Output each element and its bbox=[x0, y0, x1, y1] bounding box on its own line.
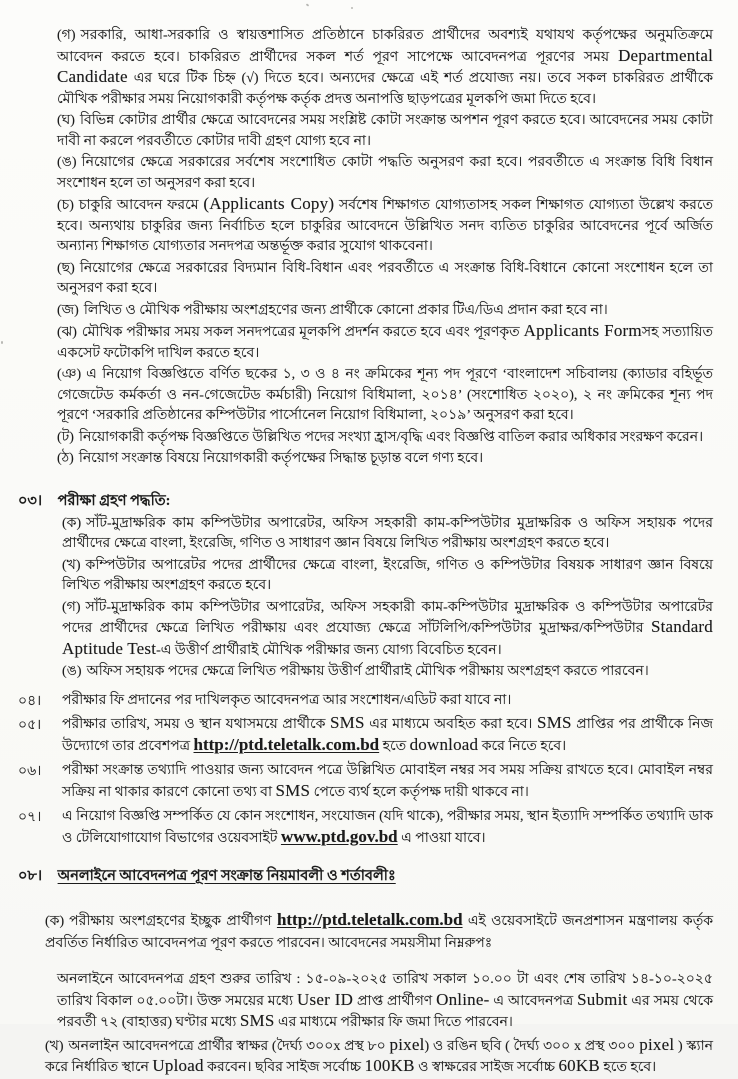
item-marker: (গ) bbox=[57, 28, 76, 43]
text-run: কম্পিউটার অপারেটর পদের প্রার্থীদের ক্ষেত্রে বাংলা, ইংরেজি, গণিত ও কম্পিউটার বিষয়ক সাধারণ জ্ঞান বিষয়ে লিখিত পরীক্ষায় অংশগ্রহণ করতে হবে। bbox=[62, 557, 713, 593]
text-run: চাকুরি আবেদন ফরমে bbox=[78, 198, 204, 213]
latin-text-run: pixel bbox=[389, 1034, 425, 1054]
latin-text-run: Standard Aptitude Test bbox=[62, 617, 713, 658]
section-exam-method bbox=[0, 491, 738, 683]
item-marker: (খ) bbox=[45, 1038, 64, 1054]
text-run: এর মাধ্যমে অবহিত করা হবে। bbox=[364, 717, 538, 732]
text-run: এ নিয়োগ বিজ্ঞপ্তিতে বর্ণিত ছকের ১, ৩ ও ৪ নং ক্রমিকের শূন্য পদ পূরণে ‘বাংলাদেশ সচিবালয় (ক্যাডার বহির্ভূত গেজেটেড কর্মকর্তা ও নন-গেজেটেড কর্মচারী) নিয়োগ বিধিমালা, ২০১৪’ (সংশোধিত ২০২০), ২ নং ক্রমিকের শূন্য পদ পূরণে ‘সরকারি প্রতিষ্ঠানের কম্পিউটার পার্সোনেল নিয়োগ বিধিমালা, ২০১৯’ অনুসরণ করা হবে। bbox=[57, 367, 713, 423]
text-run: হতে হবে। bbox=[599, 1060, 657, 1075]
clause-item bbox=[57, 195, 713, 258]
item-marker: (ট) bbox=[57, 429, 74, 445]
text-run: পরীক্ষার ফি প্রদানের পর দাখিলকৃত আবেদনপত্র আর সংশোধন/এডিট করা যাবে না। bbox=[62, 692, 512, 708]
latin-text-run: (Applicants Copy) bbox=[203, 194, 335, 213]
text-run: অনলাইন আবেদনপত্রে প্রার্থীর স্বাক্ষর (দৈর্ঘ্য ৩০০x প্রস্থ ৮০ bbox=[68, 1038, 390, 1054]
section-title: পরীক্ষা গ্রহণ পদ্ধতি: bbox=[57, 492, 171, 509]
text-run: পরীক্ষায় অংশগ্রহণের ইচ্ছুক প্রার্থীগণ bbox=[69, 914, 277, 929]
text-run: ) ও রঙিন ছবি ( দৈর্ঘ্য ৩০০ x প্রস্থ ৩০০ bbox=[424, 1038, 640, 1054]
clause-list-section bbox=[57, 26, 713, 470]
text-run: এ নিয়োগ বিজ্ঞপ্তি সম্পর্কিত যে কোন সংশোধন, সংযোজন (যদি থাকে), পরীক্ষার সময়, স্থান ইত্যাদি সম্পর্কিত তথ্যাদি ডাক ও টেলিযোগাযোগ বিভাগের ওয়েবসাইট bbox=[62, 809, 713, 846]
general-rules-list bbox=[18, 690, 714, 850]
latin-text-run: Upload bbox=[152, 1056, 204, 1075]
clause-item bbox=[57, 322, 713, 364]
latin-text-run: Online- bbox=[436, 989, 490, 1009]
clause-item bbox=[57, 26, 713, 110]
clause-item bbox=[57, 301, 713, 322]
text-run: এর ঘরে টিক চিহ্ন (√) দিতে হবে। অন্যদের ক্ষেত্রে এই শর্ত প্রযোজ্য নয়। তবে সকল চাকরিরত প্রার্থীকে মৌখিক পরীক্ষার সময় নিয়োগকারী কর্তৃপক্ষ কর্তৃক প্রদত্ত অনাপত্তি ছাড়পত্রের মূলকপি জমা দিতে হবে। bbox=[57, 71, 713, 107]
numbered-rule bbox=[18, 690, 713, 712]
text-run: বিভিন্ন কোটার প্রার্থীর ক্ষেত্রে আবেদনের সময় সংশ্লিষ্ট কোটা সংক্রান্ত অপশন পূরণ করতে হবে। আবেদনের সময় কোটা দাবী না করলে পরবর্তীতে কোটার দাবী গ্রহণ যোগ্য হবে না। bbox=[57, 113, 713, 149]
online-clause-kha bbox=[45, 1036, 713, 1079]
latin-text-run: pixel bbox=[639, 1034, 675, 1054]
section-heading bbox=[18, 866, 713, 886]
exam-method-item bbox=[62, 598, 713, 662]
text-run: অনলাইনে আবেদনপত্র গ্রহণ শুরুর তারিখ : ১৫-০৯-২০২৫ তারিখ সকাল ১০.০০ টা এবং শেষ তারিখ ১৪-১০-২০২৫ তারিখ বিকাল ০৫.০০টা। উক্ত সময়ের মধ্যে bbox=[57, 972, 713, 1009]
clause-item bbox=[57, 365, 713, 427]
text-run: এ আবেদনপত্র bbox=[489, 993, 578, 1009]
item-number: ০৫। bbox=[18, 718, 42, 733]
latin-text-run: 60KB bbox=[558, 1056, 600, 1075]
scan-artifact bbox=[306, 3, 310, 6]
latin-text-run: 100KB bbox=[364, 1056, 415, 1075]
item-marker: (ক) bbox=[45, 914, 65, 929]
section-online-application bbox=[0, 866, 738, 1079]
schedule-paragraph bbox=[57, 969, 713, 1034]
item-marker: (ঘ) bbox=[57, 113, 75, 128]
latin-text-run: Departmental Candidate bbox=[57, 45, 713, 86]
text-run: করে নিতে হবে। bbox=[478, 738, 567, 754]
item-marker: (ঞ) bbox=[57, 367, 82, 382]
exam-method-item bbox=[62, 556, 713, 597]
text-run: এর মাধ্যমে পরীক্ষার ফি জমা দিতে পারবেন। bbox=[274, 1015, 513, 1030]
exam-method-items bbox=[62, 514, 713, 683]
latin-text-run: SMS bbox=[330, 713, 365, 732]
item-marker: (গ) bbox=[62, 599, 81, 615]
text-run: হতে bbox=[379, 738, 410, 754]
text-run: ) স্ক্যান করে নির্ধারিত স্থানে bbox=[45, 1038, 713, 1075]
text-run: পরীক্ষার তারিখ, সময় ও স্থান যথাসময়ে প্রার্থীকে bbox=[62, 717, 331, 732]
text-run: নিয়োগের ক্ষেত্রে সরকারের বিদ্যমান বিধি-বিধান এবং পরবর্তীতে এ সংক্রান্ত বিধি-বিধানে কোনো সংশোধন হলে তা অনুসরণ করা হবে। bbox=[57, 260, 713, 296]
section-number: ০৮। bbox=[18, 868, 43, 884]
text-run: সর্বশেষ শিক্ষাগত যোগ্যতাসহ সকল শিক্ষাগত যোগ্যতা উল্লেখ করতে হবে। অন্যথায় চাকুরির জন্য নির্বাচিত হলে চাকুরির আবেদনে উল্লিখিত সনদ ব্যতিত চাকুরির আবেদনের পূর্বে অর্জিত অন্যান্য শিক্ষাগত যোগ্যতার সনদপত্র অন্তর্ভূক্ত করার সুযোগ থাকবেনা। bbox=[57, 198, 714, 254]
text-run: সরকারি, আধা-সরকারি ও স্বায়ত্তশাসিত প্রতিষ্ঠানে চাকরিরত প্রার্থীদের অবশ্যই যথাযথ কর্তৃপক্ষের অনুমতিক্রমে আবেদন করতে হবে। চাকরিরত প্রার্থীদের সকল শর্ত পূরণ সাপেক্ষে আবেদনপত্র পূরণের সময় bbox=[57, 28, 713, 65]
text-run: করবেন। ছবির সাইজ সর্বোচ্চ bbox=[203, 1060, 365, 1075]
section-title: অনলাইনে আবেদনপত্র পূরণ সংক্রান্ত নিয়মাবলী ও শর্তাবলীঃ bbox=[57, 868, 396, 884]
latin-text-run: Applicants Form bbox=[523, 321, 642, 340]
text-run: নিয়োগের ক্ষেত্রে সরকারের সর্বশেষ সংশোধিত কোটা পদ্ধতি অনুসরণ করা হবে। পরবর্তীতে এ সংক্রান্ত বিধি বিধান সংশোধন হলে তা অনুসরণ করা হবে। bbox=[57, 155, 713, 191]
latin-text-run: User ID bbox=[297, 989, 354, 1009]
online-rule-item bbox=[45, 1036, 713, 1079]
url-text: www.ptd.gov.bd bbox=[280, 826, 398, 846]
clause-item bbox=[57, 428, 713, 449]
text-run: মৌখিক পরীক্ষার সময় সকল সনদপত্রের মূলকপি প্রদর্শন করতে হবে এবং পূরণকৃত bbox=[81, 325, 524, 340]
section-heading bbox=[18, 491, 713, 511]
exam-method-item bbox=[62, 662, 713, 683]
text-run: প্রাপ্ত প্রার্থীগণ bbox=[353, 993, 437, 1009]
item-marker: (জ) bbox=[57, 302, 79, 318]
scan-artifact bbox=[1, 341, 3, 344]
text-run: -এ উত্তীর্ণ প্রার্থীরাই মৌখিক পরীক্ষার জন্য যোগ্য বিবেচিত হবেন। bbox=[156, 642, 502, 658]
text-run: সাঁট-মুদ্রাক্ষরিক কাম কম্পিউটার অপারেটর, অফিস সহকারী কাম-কম্পিউটার মুদ্রাক্ষরিক ও অফিস সহায়ক পদের প্রার্থীদের ক্ষেত্রে বাংলা, ইংরেজি, গণিত ও সাধারণ জ্ঞান বিষয়ে লিখিত পরীক্ষায় অংশগ্রহণ করতে হবে। bbox=[62, 515, 713, 551]
online-rule-item bbox=[45, 911, 713, 954]
exam-method-item bbox=[62, 514, 713, 555]
text-run: এ পাওয়া যাবে। bbox=[397, 830, 486, 846]
text-run: এর সময় থেকে পরবর্তী ৭২ (বাহাত্তর) ঘণ্টার মধ্যে bbox=[57, 993, 713, 1030]
text-run: প্রাপ্তির পর প্রার্থীকে নিজ উদ্যোগে তার প্রবেশপত্র bbox=[62, 717, 714, 754]
numbered-rule bbox=[18, 760, 713, 803]
application-schedule bbox=[57, 969, 713, 1034]
item-marker: (ছ) bbox=[57, 260, 75, 276]
text-run: পেতে ব্যর্থ হলে কর্তৃপক্ষ দায়ী থাকবে না। bbox=[310, 784, 529, 800]
latin-text-run: SMS bbox=[239, 1011, 275, 1030]
item-number: ০৪। bbox=[18, 693, 42, 709]
text-run: সহ সত্যায়িত একসেট ফটোকপি দাখিল করতে হবে। bbox=[57, 325, 714, 361]
url-text: http://ptd.teletalk.com.bd bbox=[193, 734, 380, 754]
url-text: http://ptd.teletalk.com.bd bbox=[276, 910, 463, 929]
item-marker: (খ) bbox=[62, 557, 81, 573]
text-run: নিয়োগকারী কর্তৃপক্ষ বিজ্ঞপ্তিতে উল্লিখিত পদের সংখ্যা হ্রাস/বৃদ্ধি এবং বিজ্ঞপ্তি বাতিল করার অধিকার সংরক্ষণ করেন। bbox=[78, 429, 704, 445]
latin-text-run: download bbox=[409, 734, 479, 754]
scan-artifact bbox=[351, 7, 353, 9]
item-marker: (ঠ) bbox=[57, 451, 74, 466]
section-number: ০৩। bbox=[18, 492, 43, 509]
latin-text-run: SMS bbox=[275, 780, 311, 800]
item-marker: (ঝ) bbox=[57, 325, 77, 340]
latin-text-run: SMS bbox=[537, 713, 572, 732]
online-clause-ka bbox=[45, 911, 713, 954]
text-run: পরীক্ষা সংক্রান্ত তথ্যাদি পাওয়ার জন্য আবেদন পত্রে উল্লিখিত মোবাইল নম্বর সব সময় সক্রিয় রাখতে হবে। মোবাইল নম্বর সক্রিয় না থাকার কারণে কোনো তথ্য বা bbox=[62, 763, 713, 800]
text-run: ও স্বাক্ষরের সাইজ সর্বোচ্চ bbox=[414, 1060, 559, 1075]
item-number: ০৭। bbox=[18, 810, 42, 825]
clause-item bbox=[57, 449, 713, 470]
text-run: সাঁট-মুদ্রাক্ষরিক কাম কম্পিউটার অপারেটর, অফিস সহকারী কাম-কম্পিউটার মুদ্রাক্ষরিক ও কম্পিউটার অপারেটর পদের প্রার্থীদের ক্ষেত্রে লিখিত পরীক্ষায় এবং প্রযোজ্য ক্ষেত্রে সাঁটলিপি/কম্পিউটার মুদ্রাক্ষর/কম্পিউটার bbox=[62, 599, 713, 636]
item-marker: (ঙ) bbox=[62, 664, 82, 679]
numbered-rule bbox=[18, 713, 714, 757]
clause-item bbox=[57, 111, 713, 152]
text-run: অফিস সহায়ক পদের ক্ষেত্রে লিখিত পরীক্ষায় উত্তীর্ণ প্রার্থীরাই মৌখিক পরীক্ষায় অংশগ্রহণ করতে পারবেন। bbox=[86, 664, 649, 679]
item-marker: (চ) bbox=[57, 198, 74, 213]
text-run: নিয়োগ সংক্রান্ত বিষয়ে নিয়োগকারী কর্তৃপক্ষের সিদ্ধান্ত চূড়ান্ত বলে গণ্য হবে। bbox=[78, 451, 484, 466]
item-marker: (ঙ) bbox=[57, 155, 77, 170]
numbered-rule bbox=[18, 806, 713, 849]
text-run: এই ওয়েবসাইটে জনপ্রশাসন মন্ত্রণালয় কর্তৃক প্রবর্তিত নির্ধারিত আবেদনপত্র পূরণ করতে পারবেন। আবেদনের সময়সীমা নিম্নরুপঃ bbox=[45, 914, 713, 951]
clause-item bbox=[57, 259, 713, 300]
item-marker: (ক) bbox=[62, 515, 82, 531]
item-number: ০৬। bbox=[18, 764, 42, 779]
latin-text-run: Submit bbox=[577, 989, 628, 1009]
text-run: লিখিত ও মৌখিক পরীক্ষায় অংশগ্রহণের জন্য প্রার্থীকে কোনো প্রকার টিএ/ডিএ প্রদান করা হবে না। bbox=[83, 302, 608, 318]
clause-item bbox=[57, 153, 713, 194]
